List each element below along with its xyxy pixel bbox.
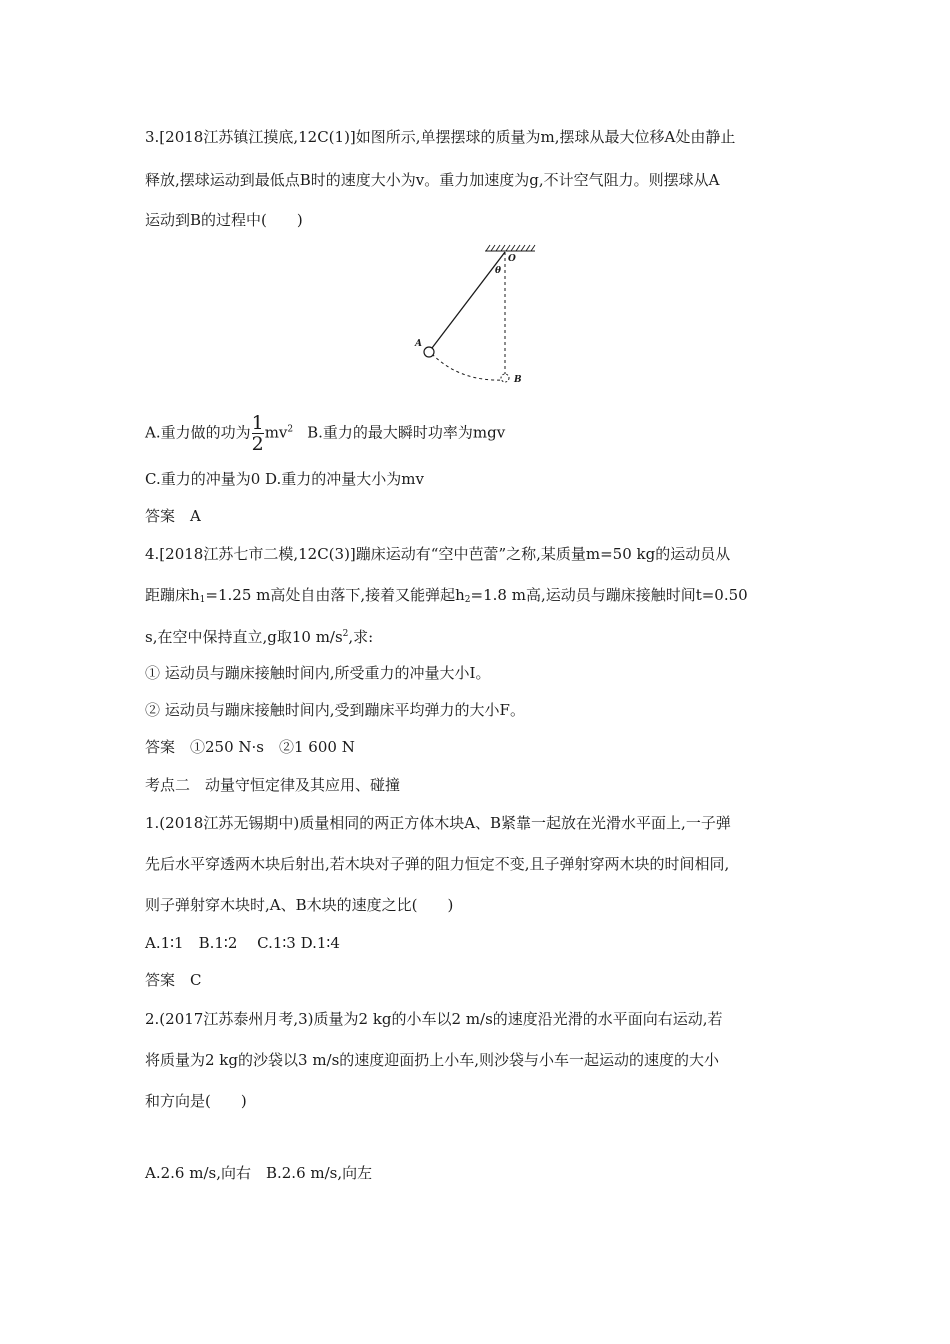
q4-line2-part-a: 距蹦床h [145, 586, 200, 604]
q4-line2-part-c: =1.8 m高,运动员与蹦床接触时间t=0.50 [470, 586, 748, 604]
ceiling-hatch [485, 245, 535, 251]
problem-1-line-3: 则子弹射穿木块时,A、B木块的速度之比( ) [145, 896, 454, 914]
fraction-one-half [252, 413, 264, 454]
question-4-item-1: ① 运动员与蹦床接触时间内,所受重力的冲量大小I。 [145, 664, 491, 682]
question-3-answer: 答案 A [145, 507, 201, 525]
fraction-numerator: 1 [251, 412, 264, 434]
problem-1-options: A.1∶1 B.1∶2 C.1∶3 D.1∶4 [145, 934, 340, 952]
problem-2-line-3: 和方向是( ) [145, 1092, 247, 1110]
q4-line2-part-b: =1.25 m高处自由落下,接着又能弹起h [205, 586, 465, 604]
problem-1-line-2: 先后水平穿透两木块后射出,若木块对子弹的阻力恒定不变,且子弹射穿两木块的时间相同, [145, 855, 730, 873]
label-theta: θ [495, 266, 502, 276]
problem-2-options: A.2.6 m/s,向右 B.2.6 m/s,向左 [145, 1164, 373, 1182]
label-a: A [415, 339, 422, 349]
question-3-line-2: 释放,摆球运动到最低点B时的速度大小为v。重力加速度为g,不计空气阻力。则摆球从A [145, 171, 720, 189]
option-a-mv: mv [264, 423, 288, 442]
question-4-line-2 [145, 585, 748, 610]
option-a-exponent: 2 [287, 424, 294, 435]
units-exponent: 2 [342, 629, 349, 639]
bob-position-b [501, 374, 509, 382]
question-4-item-2: ② 运动员与蹦床接触时间内,受到蹦床平均弹力的大小F。 [145, 701, 525, 719]
problem-1-answer: 答案 C [145, 971, 202, 989]
problem-2-line-2: 将质量为2 kg的沙袋以3 m/s的速度迎面扔上小车,则沙袋与小车一起运动的速度的大小 [145, 1051, 720, 1069]
pendulum-bob-a [424, 347, 434, 357]
option-b: B.重力的最大瞬时功率为mgv [307, 423, 506, 442]
h2-subscript: 2 [464, 595, 471, 605]
question-4-line-3 [145, 624, 373, 647]
problem-2-line-1: 2.(2017江苏泰州月考,3)质量为2 kg的小车以2 m/s的速度沿光滑的水平面向右运动,若 [145, 1010, 723, 1028]
q4-line3-part-a: s,在空中保持直立,g取10 m/s [145, 628, 343, 646]
pendulum-figure [410, 242, 540, 392]
option-a-prefix: A.重力做的功为 [145, 423, 251, 442]
arc-path-dashed [432, 354, 505, 380]
label-o: O [508, 254, 516, 264]
question-3-options-ab [145, 413, 505, 454]
section-heading: 考点二 动量守恒定律及其应用、碰撞 [145, 776, 401, 794]
problem-1-line-1: 1.(2018江苏无锡期中)质量相同的两正方体木块A、B紧靠一起放在光滑水平面上,一子弹 [145, 814, 731, 832]
question-3-options-cd: C.重力的冲量为0 D.重力的冲量大小为mv [145, 470, 424, 488]
question-3-line-1: 3.[2018江苏镇江摸底,12C(1)]如图所示,单摆摆球的质量为m,摆球从最大位移A处由静止 [145, 128, 736, 146]
label-b: B [514, 375, 522, 385]
question-4-line-1: 4.[2018江苏七市二模,12C(3)]蹦床运动有“空中芭蕾”之称,某质量m=50 kg的运动员从 [145, 545, 731, 563]
fraction-denominator: 2 [251, 433, 264, 455]
h1-subscript: 1 [199, 595, 206, 605]
question-4-answer: 答案 ①250 N·s ②1 600 N [145, 738, 355, 756]
question-3-line-3: 运动到B的过程中( ) [145, 211, 303, 229]
q4-line3-part-b: ,求: [348, 628, 374, 646]
